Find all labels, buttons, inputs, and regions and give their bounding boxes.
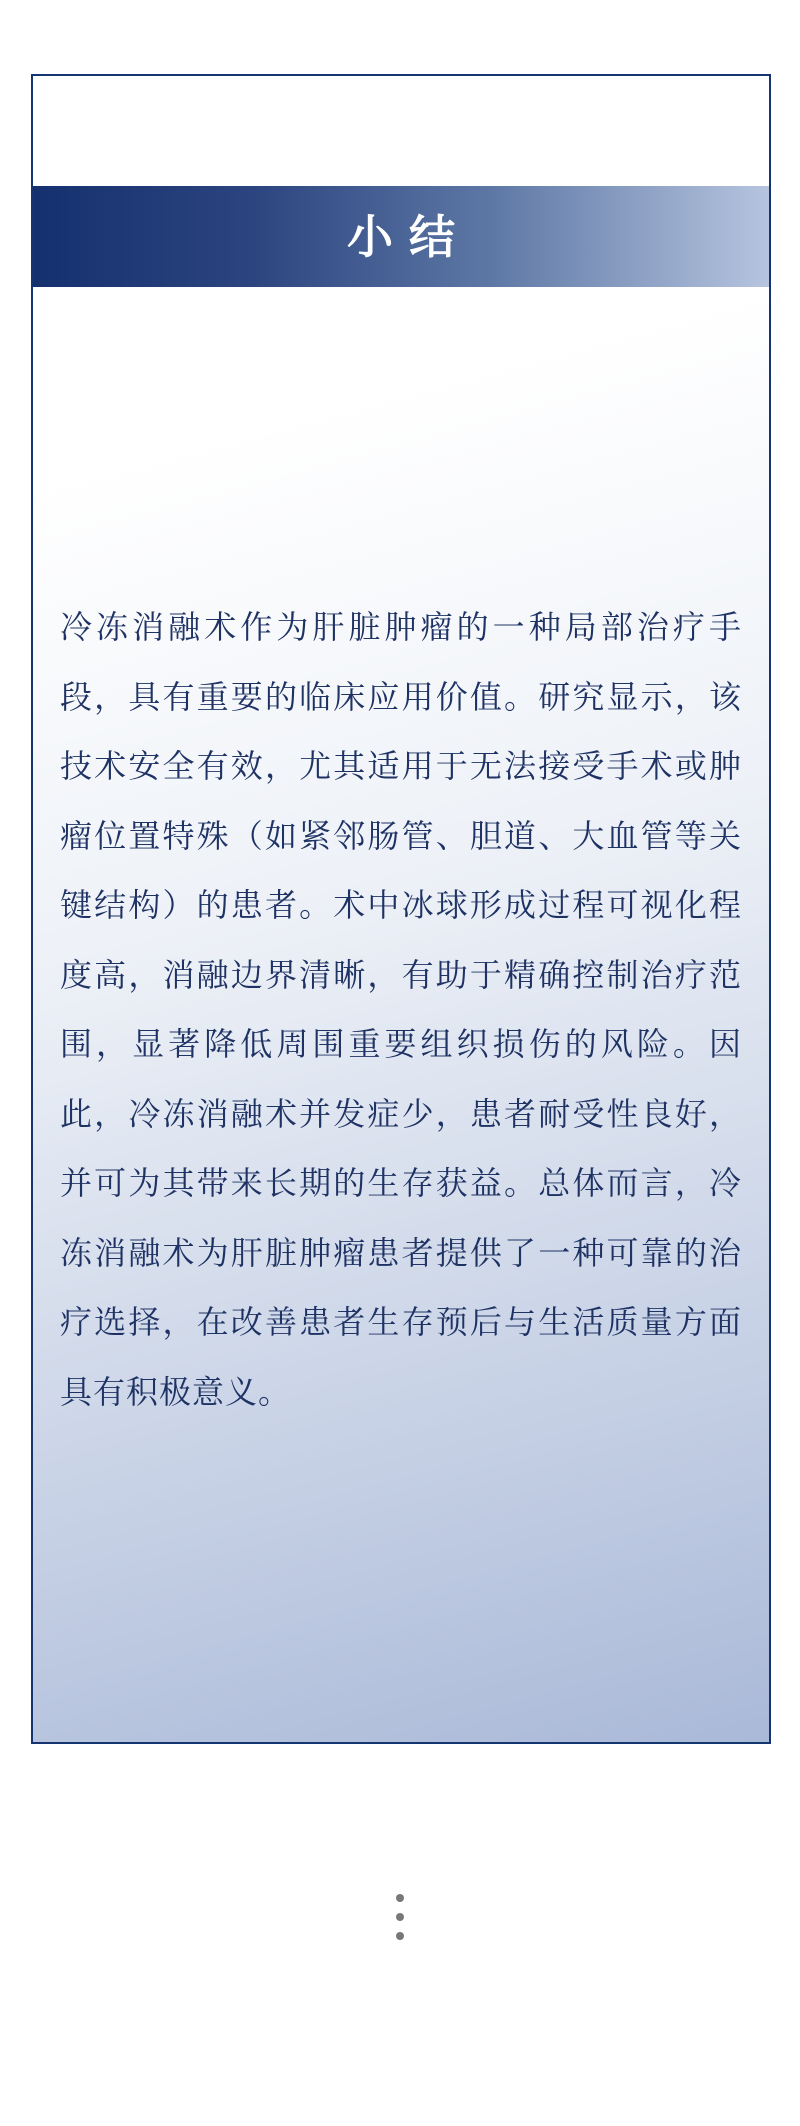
section-header-bar	[33, 186, 769, 287]
dot	[396, 1894, 404, 1902]
section-title: 小结	[347, 209, 471, 264]
dot	[396, 1932, 404, 1940]
card-body	[33, 287, 769, 1742]
dot	[396, 1913, 404, 1921]
card-top-space	[33, 76, 769, 186]
vertical-ellipsis-icon	[0, 1894, 800, 1940]
summary-paragraph: 冷冻消融术作为肝脏肿瘤的一种局部治疗手段，具有重要的临床应用价值。研究显示，该技术安全有效，尤其适用于无法接受手术或肿瘤位置特殊（如紧邻肠管、胆道、大血管等关键结构）的患者。术中冰球形成过程可视化程度高，消融边界清晰，有助于精确控制治疗范围，显著降低周围重要组织损伤的风险。因此，冷冻消融术并发症少，患者耐受性良好，并可为其带来长期的生存获益。总体而言，冷冻消融术为肝脏肿瘤患者提供了一种可靠的治疗选择，在改善患者生存预后与生活质量方面具有积极意义。	[60, 608, 742, 1411]
summary-card	[31, 74, 771, 1744]
